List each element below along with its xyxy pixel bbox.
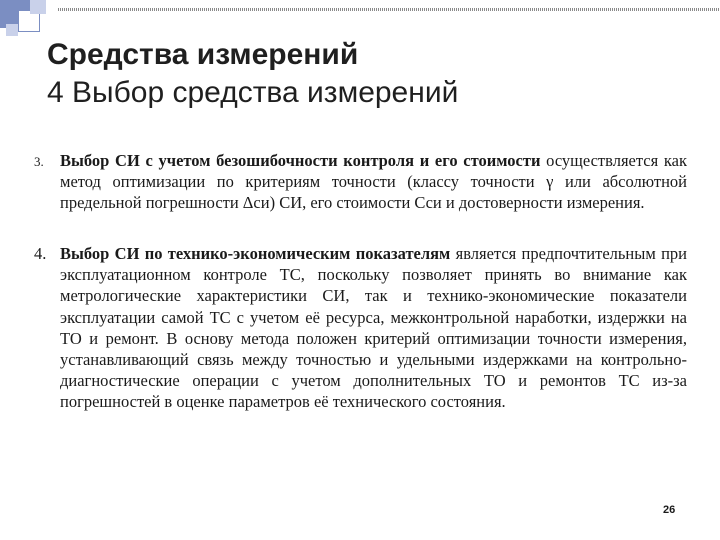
item-body: осуществляется как метод оптимизации по критериям точности (классу точности γ или абсолютной предельной погрешности Δси) СИ, его стоимости Сси и достоверности измерения. <box>60 151 687 212</box>
slide-content <box>34 150 687 413</box>
item-number: 4. <box>34 244 47 263</box>
decor-square <box>30 0 46 14</box>
item-lead: Выбор СИ с учетом безошибочности контроля и его стоимости <box>60 151 547 170</box>
item-lead: Выбор СИ по технико-экономическим показателям <box>60 244 456 263</box>
decor-square <box>6 24 18 36</box>
slide-title: Средства измерений <box>47 38 359 71</box>
corner-decoration <box>0 0 60 40</box>
item-body: является предпочтительным при эксплуатационном контроле ТС, поскольку позволяет принять во внимание как метрологические характеристики СИ, так и технико-экономические показатели эксплуатации самой ТС с учетом её ресурса, межконтрольной наработки, издержки на ТО и ремонт. В основу метода положен критерий оптимизации точности измерения, устанавливающий связь между точностью и удельными издержками на контрольно-диагностические операции с учетом дополнительных ТО и ремонтов ТС из-за погрешностей в оценке параметров её технического состояния. <box>60 244 687 412</box>
item-number: 3. <box>34 154 44 169</box>
title-block <box>47 36 687 112</box>
page-number: 26 <box>663 504 676 516</box>
slide-subtitle: 4 Выбор средства измерений <box>47 76 459 109</box>
header-rule <box>58 8 720 11</box>
list-item <box>34 243 687 413</box>
list-item <box>34 150 687 213</box>
